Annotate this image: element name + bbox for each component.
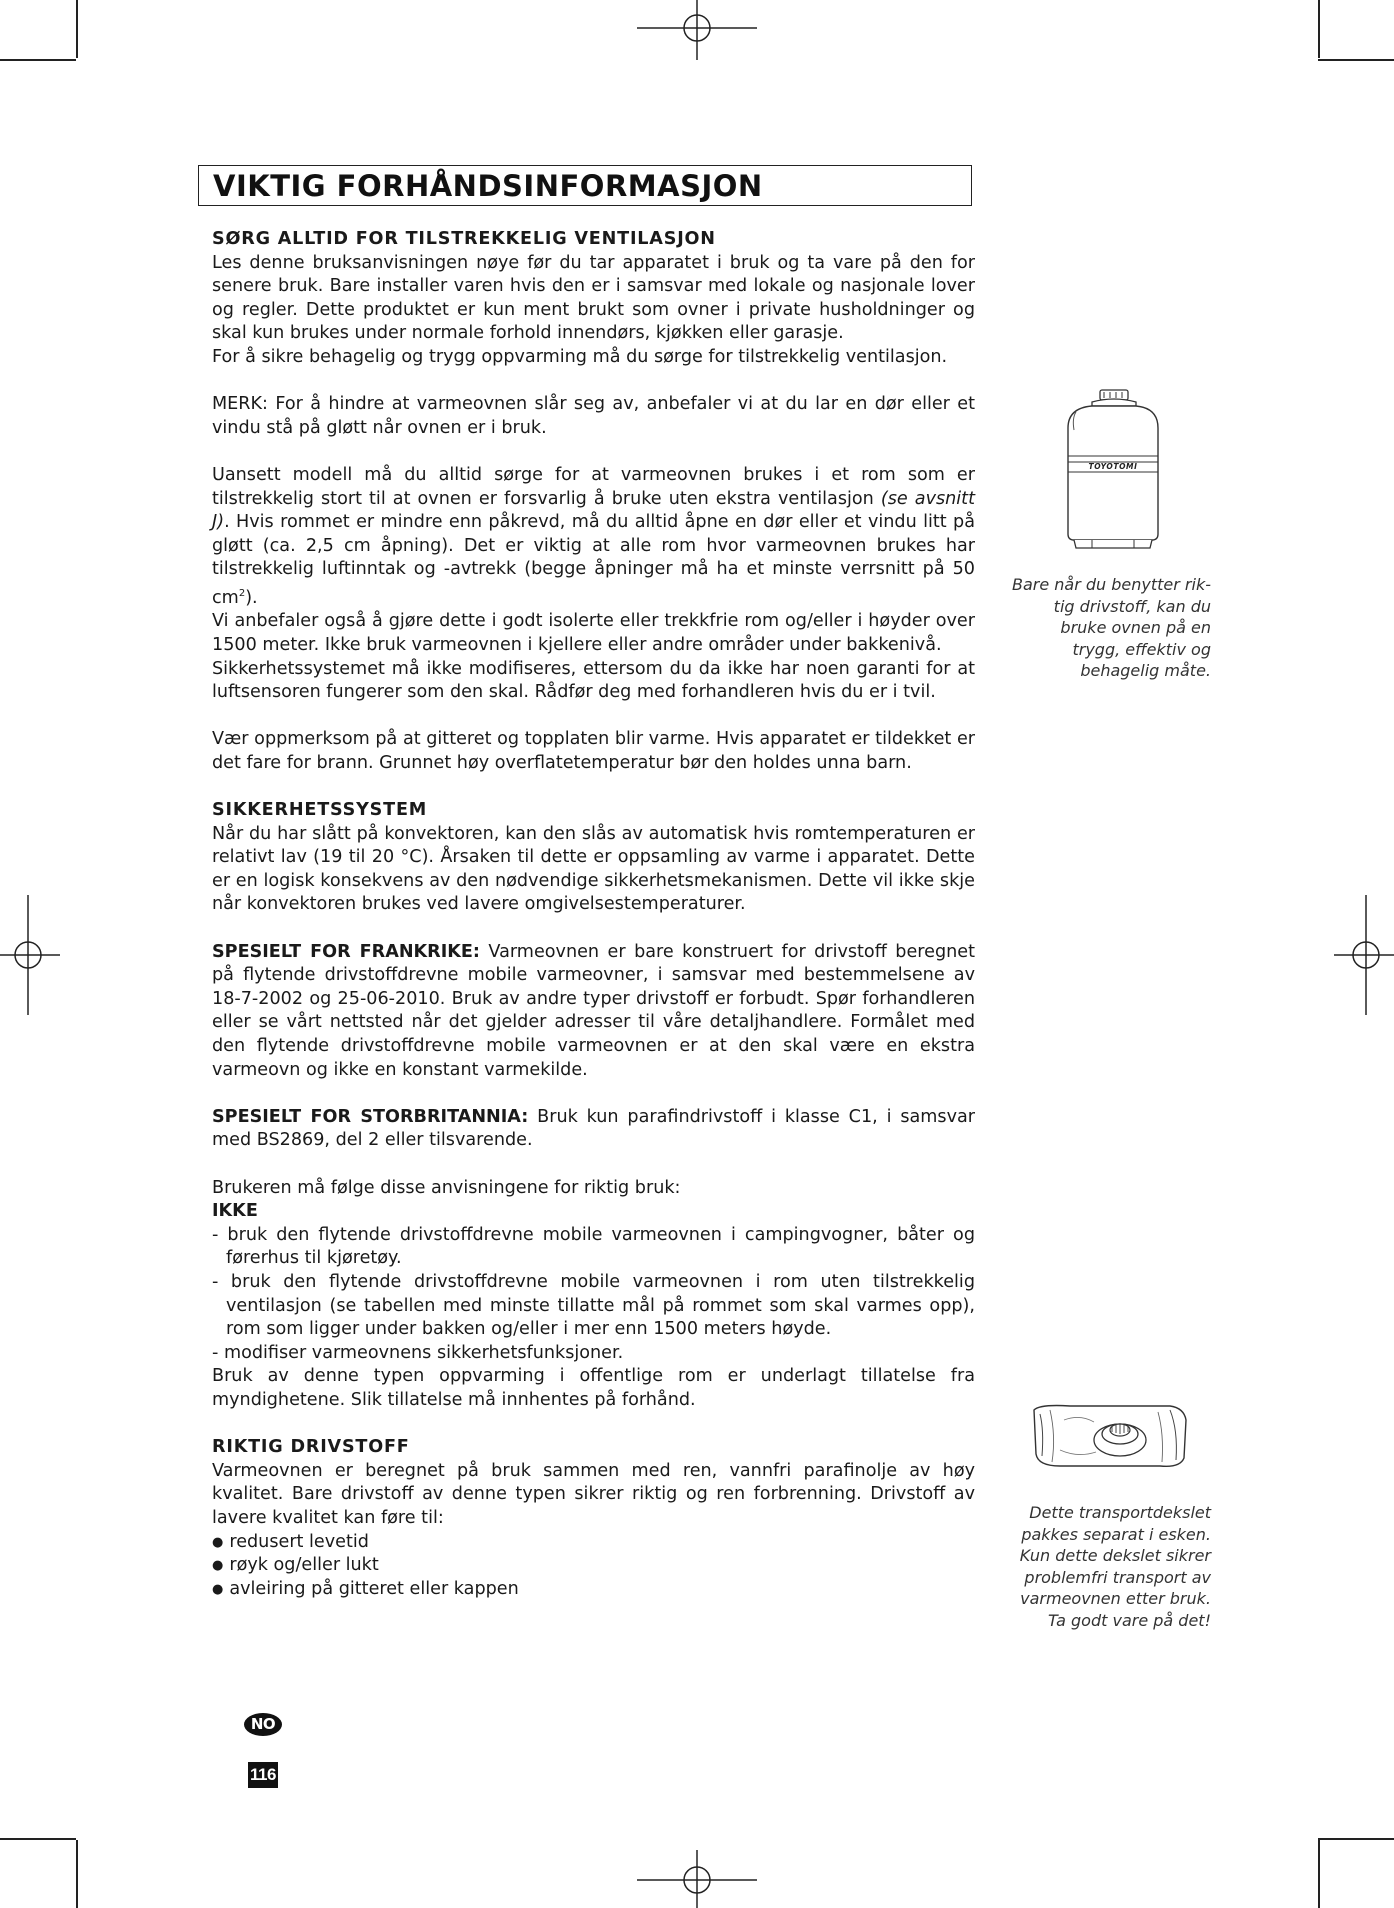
usage-intro: Brukeren må følge disse anvisningene for riktig bruk:: [212, 1177, 681, 1198]
usage-outro: Bruk av denne typen oppvarming i offentlige rom er underlagt tillatelse fra myndighetene. Slik tillatelse må innhentes på forhånd.: [212, 1366, 975, 1410]
crop-mark: [76, 0, 78, 58]
crop-mark: [0, 1838, 76, 1840]
crop-mark: [1318, 1840, 1320, 1908]
crop-mark: [1318, 1838, 1394, 1840]
section-reference: (se avsnitt J): [212, 488, 975, 533]
heading-ventilation: SØRG ALLTID FOR TILSTREKKELIG VENTILASJON: [212, 229, 716, 249]
page-number: 116: [248, 1762, 278, 1788]
fuel-canister-illustration: [1062, 388, 1164, 552]
registration-mark-left: [0, 895, 60, 1015]
usage-item: - modifiser varmeovnens sikkerhetsfunksjoner.: [212, 1342, 624, 1363]
ventilation-paragraph-5: Sikkerhetssystemet må ikke modifiseres, ettersom du da ikke har noen garanti for at luftsensoren fungerer som den skal. Rådfør deg med forhandleren hvis du er i tvil.: [212, 658, 975, 703]
crop-mark: [1318, 0, 1320, 58]
safety-paragraph: Når du har slått på konvektoren, kan den slås av automatisk hvis romtemperaturen er relativt lav (19 til 20 °C). Årsaken til dette er oppsamling av varme i apparatet. Dette er en logisk konsekvens av den nødvendige sikkerhetsmekanismen. Dette vil ikke skje når konvektoren brukes ved lavere omgivelsestemperaturer.: [212, 823, 975, 915]
transport-cover-illustration: [1030, 1400, 1190, 1472]
caption-correct-fuel: Bare når du benytter rik- tig drivstoff, kan du bruke ovnen på en trygg, effektiv og behagelig måte.: [1011, 575, 1211, 681]
uk-paragraph: SPESIELT FOR STORBRITANNIA: Bruk kun parafindrivstoff i klasse C1, i samsvar med BS2869, del 2 eller tilsvarende.: [212, 1106, 975, 1151]
france-label: SPESIELT FOR FRANKRIKE:: [212, 941, 480, 962]
registration-mark-right: [1334, 895, 1394, 1015]
heading-safety-system: SIKKERHETSSYSTEM: [212, 800, 428, 821]
crop-mark: [1318, 59, 1394, 61]
france-paragraph: SPESIELT FOR FRANKRIKE: Varmeovnen er bare konstruert for drivstoff beregnet på flytende drivstoffdrevne mobile varmeovner, i samsvar med bestemmelsene av 18-7-2002 og 25-06-2010. Bruk av andre typer drivstoff er forbudt. Spør forhandleren eller se vårt nettsted når det gjelder adresser til våre detaljhandlere. Formålet med den flytende drivstoffdrevne mobile varmeovnen er at den skal være en ekstra varmeovn og ikke en konstant varmekilde.: [212, 941, 975, 1080]
page-title: VIKTIG FORHÅNDSINFORMASJON: [213, 169, 763, 203]
ventilation-paragraph-2: For å sikre behagelig og trygg oppvarming må du sørge for tilstrekkelig ventilasjon.: [212, 346, 948, 367]
ventilation-paragraph-3: Uansett modell må du alltid sørge for at varmeovnen brukes i et rom som er tilstrekkelig stort til at ovnen er forsvarlig å bruke uten ekstra ventilasjon (se avsnitt J). Hvis rommet er mindre enn påkrevd, må du alltid åpne en dør eller et vindu litt på gløtt (ca. 2,5 cm åpning). Det er viktig at alle rom hvor varmeovnen brukes har tilstrekkelig luftinntak og -avtrekk (begge åpninger må ha et minste verrsnitt på 50 $cm^2$).: [212, 464, 975, 608]
fuel-bullet: ● redusert levetid: [212, 1531, 975, 1555]
usage-ikke: IKKE: [212, 1201, 258, 1222]
fuel-bullet: ● røyk og/eller lukt: [212, 1554, 975, 1578]
registration-mark-bottom: [637, 1850, 757, 1908]
registration-mark-top: [637, 0, 757, 60]
uk-label: SPESIELT FOR STORBRITANNIA:: [212, 1106, 529, 1127]
canister-brand-label: TOYOTOMI: [1088, 462, 1138, 471]
title-box: [198, 165, 972, 206]
crop-mark: [76, 1840, 78, 1908]
ventilation-note: MERK: For å hindre at varmeovnen slår seg av, anbefaler vi at du lar en dør eller et vindu stå på gløtt når ovnen er i bruk.: [212, 394, 975, 438]
main-column: [212, 228, 975, 1601]
ventilation-paragraph-4: Vi anbefaler også å gjøre dette i godt isolerte eller trekkfrie rom og/eller i høyder over 1500 meter. Ikke bruk varmeovnen i kjellere eller andre områder under bakkenivå.: [212, 611, 975, 655]
language-badge: NO: [244, 1713, 282, 1736]
ventilation-paragraph-1: Les denne bruksanvisningen nøye før du tar apparatet i bruk og ta vare på den for senere bruk. Bare installer varen hvis den er i samsvar med lokale og nasjonale lover og regler. Dette produktet er kun ment brukt som ovner i private husholdninger og skal kun brukes under normale forhold innendørs, kjøkken eller garasje.: [212, 252, 975, 344]
ventilation-paragraph-6: Vær oppmerksom på at gitteret og topplaten blir varme. Hvis apparatet er tildekket er det fare for brann. Grunnet høy overflatetemperatur bør den holdes unna barn.: [212, 729, 975, 773]
caption-transport-cover: Dette transportdekslet pakkes separat i esken. Kun dette dekslet sikrer problemfri transport av varmeovnen etter bruk. Ta godt vare på det!: [1019, 1503, 1211, 1630]
fuel-paragraph: Varmeovnen er beregnet på bruk sammen med ren, vannfri parafinolje av høy kvalitet. Bare drivstoff av denne typen sikrer riktig og ren forbrenning. Drivstoff av lavere kvalitet kan føre til:: [212, 1460, 975, 1528]
crop-mark: [0, 59, 76, 61]
fuel-bullet: ● avleiring på gitteret eller kappen: [212, 1578, 975, 1602]
usage-item: - bruk den flytende drivstoffdrevne mobile varmeovnen i rom uten tilstrekkelig ventilasjon (se tabellen med minste tillatte mål på rommet som skal varmes opp), rom som ligger under bakken og/eller i mer enn 1500 meters høyde.: [212, 1271, 975, 1340]
usage-item: - bruk den flytende drivstoffdrevne mobile varmeovnen i campingvogner, båter og førerhus til kjøretøy.: [212, 1224, 975, 1269]
heading-correct-fuel: RIKTIG DRIVSTOFF: [212, 1437, 410, 1458]
